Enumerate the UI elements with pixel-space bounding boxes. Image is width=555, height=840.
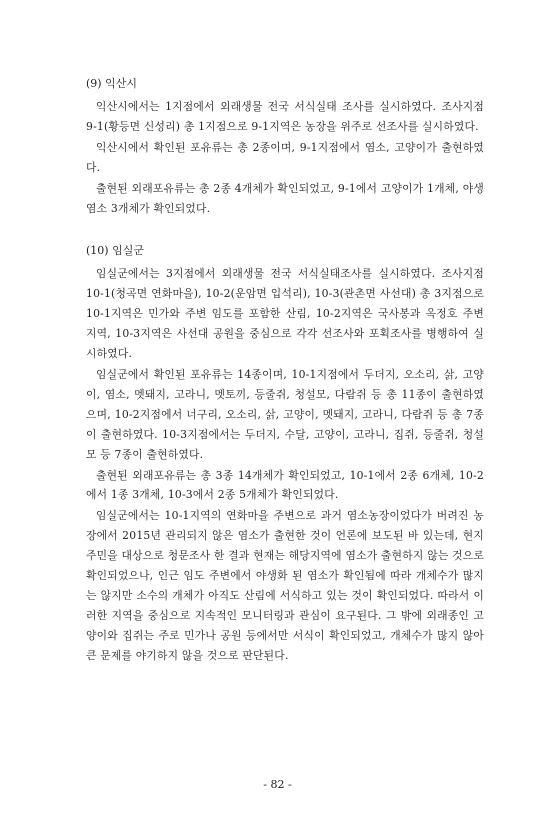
paragraph: 출현된 외래포유류는 총 3종 14개체가 확인되었고, 10-1에서 2종 6개체, 10-2에서 1종 3개체, 10-3에서 2종 5개체가 확인되었다. (86, 468, 484, 502)
paragraph: 임실군에서는 3지점에서 외래생물 전국 서식실태조사를 실시하였다. 조사지점 10-1(청곡면 연화마을), 10-2(운암면 입석리), 10-3(관촌면 사선대) 총 3지점으로 10-1지역은 민가와 주변 임도를 포함한 산림, 10-2지역은 국사봉과 옥정호 주변 지역, 10-3지역은 사선대 공원을 중심으로 각각 선조사와 포획조사를 병행하여 실시하였다. (86, 267, 484, 361)
paragraph: 익산시에서 확인된 포유류는 총 2종이며, 9-1지점에서 염소, 고양이가 출현하였다. (86, 140, 484, 174)
paragraph: 출현된 외래포유류는 총 2종 4개체가 확인되었고, 9-1에서 고양이가 1개체, 야생염소 3개체가 확인되었다. (86, 181, 484, 215)
section-heading-iksan: (9) 익산시 (86, 77, 137, 90)
section-heading-imsil: (10) 임실군 (86, 244, 144, 258)
page-number: - 82 - (263, 778, 292, 791)
page-body (86, 75, 484, 667)
paragraph: 임실군에서는 10-1지역의 연화마을 주변으로 과거 염소농장이었다가 버려진 농장에서 2015년 관리되지 않은 염소가 출현한 것이 언론에 보도된 바 있는데, 현지 주민을 대상으로 청문조사 한 결과 현재는 해당지역에 염소가 출현하지 않는 것으로 확인되었으나, 인근 임도 주변에서 야생화 된 염소가 확인됨에 따라 개체수가 많지는 않지만 소수의 개체가 아직도 산림에 서식하고 있는 것이 확인되었다. 따라서 이러한 지역을 중심으로 지속적인 모니터링과 관심이 요구된다. 그 밖에 외래종인 고양이와 집쥐는 주로 민가나 공원 등에서만 서식이 확인되었고, 개체수가 많지 않아 큰 문제를 야기하지 않을 것으로 판단된다. (86, 509, 484, 662)
paragraph: 임실군에서 확인된 포유류는 14종이며, 10-1지점에서 두더지, 오소리, 삵, 고양이, 염소, 멧돼지, 고라니, 멧토끼, 등줄쥐, 청설모, 다람쥐 등 총 11종이 출현하였으며, 10-2지점에서 너구리, 오소리, 삵, 고양이, 멧돼지, 고라니, 다람쥐 등 총 7종이 출현하였다. 10-3지점에서는 두더지, 수달, 고양이, 고라니, 집쥐, 등줄쥐, 청설모 등 7종이 출현하였다. (86, 367, 484, 461)
paragraph: 익산시에서는 1지점에서 외래생물 전국 서식실태 조사를 실시하였다. 조사지점 9-1(황등면 신성리) 총 1지점으로 9-1지역은 농장을 위주로 선조사를 실시하였다. (86, 100, 484, 133)
